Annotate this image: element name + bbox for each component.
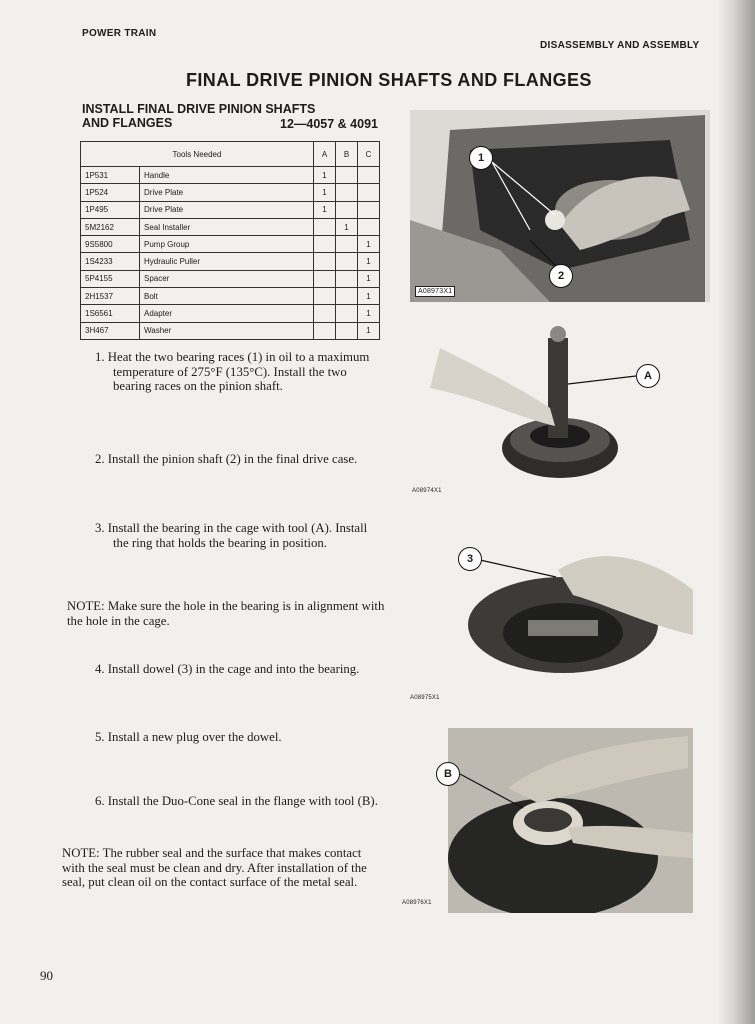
tool-qty-c: 1 (358, 322, 380, 339)
step-2: 2. Install the pinion shaft (2) in the final drive case. (95, 452, 358, 466)
tool-qty-b (336, 253, 358, 270)
tool-part-number: 1S4233 (81, 253, 140, 270)
tool-qty-c (358, 201, 380, 218)
photo-duo-cone-seal (398, 728, 698, 913)
step-4: 4. Install dowel (3) in the cage and into the bearing. (95, 662, 360, 676)
step-1: 1. Heat the two bearing races (1) in oil to a maximum temperature of 275°F (135°C). Install the two bearing races on the pinion shaft. (95, 350, 370, 393)
note-hole-alignment: NOTE: Make sure the hole in the bearing is in alignment with the hole in the cage. (67, 599, 385, 628)
tool-row (81, 184, 380, 201)
tool-name: Bolt (140, 288, 314, 305)
tool-name: Seal Installer (140, 218, 314, 235)
tool-name: Hydraulic Puller (140, 253, 314, 270)
tool-qty-b (336, 270, 358, 287)
tool-qty-a (314, 270, 336, 287)
tool-qty-c (358, 218, 380, 235)
tool-row (81, 236, 380, 253)
tools-needed-header: Tools Needed (81, 142, 314, 167)
callout-3: 3 (458, 547, 482, 571)
section-number: 12—4057 & 4091 (280, 117, 378, 131)
tool-name: Adapter (140, 305, 314, 322)
tool-part-number: 1S6561 (81, 305, 140, 322)
tool-qty-b (336, 184, 358, 201)
tool-qty-a: 1 (314, 167, 336, 184)
callout-1: 1 (469, 146, 493, 170)
tool-qty-a (314, 305, 336, 322)
tool-part-number: 1P524 (81, 184, 140, 201)
tool-part-number: 5M2162 (81, 218, 140, 235)
callout-b: B (436, 762, 460, 786)
note-seal-cleaning: NOTE: The rubber seal and the surface that makes contact with the seal must be clean and dry. After installation of the seal, put clean oil on the contact surface of the metal seal. (62, 846, 367, 889)
tool-part-number: 3H467 (81, 322, 140, 339)
callout-a: A (636, 364, 660, 388)
tool-qty-c: 1 (358, 270, 380, 287)
running-header-left: POWER TRAIN (82, 28, 157, 39)
tool-qty-b (336, 305, 358, 322)
tool-qty-c: 1 (358, 236, 380, 253)
tool-qty-b (336, 236, 358, 253)
photo-4-code: A08976X1 (402, 900, 432, 906)
tool-part-number: 5P4155 (81, 270, 140, 287)
column-c-header: C (358, 142, 380, 167)
column-a-header: A (314, 142, 336, 167)
photo-dowel-install (408, 525, 700, 705)
page-number: 90 (40, 968, 53, 983)
tool-row (81, 270, 380, 287)
tool-row (81, 322, 380, 339)
tool-name: Spacer (140, 270, 314, 287)
tools-table (80, 141, 380, 340)
photo-1-code: A08973X1 (415, 286, 455, 297)
tool-name: Washer (140, 322, 314, 339)
tool-qty-a: 1 (314, 184, 336, 201)
photo-bearing-cage-tool (410, 318, 695, 498)
tool-qty-c: 1 (358, 253, 380, 270)
running-header-right: DISASSEMBLY AND ASSEMBLY (540, 40, 700, 51)
tool-part-number: 9S5800 (81, 236, 140, 253)
photo-3-code: A08975X1 (410, 695, 440, 701)
page-edge-shadow (717, 0, 755, 1024)
tools-table-header-row (81, 142, 380, 167)
tool-part-number: 2H1537 (81, 288, 140, 305)
tool-name: Pump Group (140, 236, 314, 253)
tool-qty-a (314, 218, 336, 235)
tool-name: Drive Plate (140, 201, 314, 218)
callout-2: 2 (549, 264, 573, 288)
tool-qty-c: 1 (358, 288, 380, 305)
step-5: 5. Install a new plug over the dowel. (95, 730, 282, 744)
photo-pinion-shaft-install (410, 110, 710, 302)
section-heading-line1: INSTALL FINAL DRIVE PINION SHAFTS (82, 102, 316, 116)
photo-2-code: A08974X1 (412, 488, 442, 494)
step-6: 6. Install the Duo-Cone seal in the flange with tool (B). (95, 794, 378, 808)
tool-row (81, 218, 380, 235)
tool-row (81, 305, 380, 322)
tool-row (81, 201, 380, 218)
tool-qty-a (314, 253, 336, 270)
tool-part-number: 1P495 (81, 201, 140, 218)
tool-qty-b (336, 288, 358, 305)
tool-part-number: 1P531 (81, 167, 140, 184)
tool-row (81, 167, 380, 184)
tool-qty-a (314, 322, 336, 339)
step-3: 3. Install the bearing in the cage with tool (A). Install the ring that holds the bearing in position. (95, 521, 368, 550)
tool-row (81, 288, 380, 305)
tool-qty-b (336, 167, 358, 184)
tool-qty-c (358, 167, 380, 184)
tool-qty-a: 1 (314, 201, 336, 218)
page-title: FINAL DRIVE PINION SHAFTS AND FLANGES (186, 70, 592, 90)
section-heading-line2: AND FLANGES (82, 116, 173, 130)
tool-qty-b: 1 (336, 218, 358, 235)
tool-qty-a (314, 236, 336, 253)
tool-row (81, 253, 380, 270)
tool-qty-b (336, 322, 358, 339)
tool-qty-a (314, 288, 336, 305)
tool-name: Drive Plate (140, 184, 314, 201)
tool-qty-c (358, 184, 380, 201)
column-b-header: B (336, 142, 358, 167)
tool-qty-b (336, 201, 358, 218)
tool-name: Handle (140, 167, 314, 184)
tool-qty-c: 1 (358, 305, 380, 322)
